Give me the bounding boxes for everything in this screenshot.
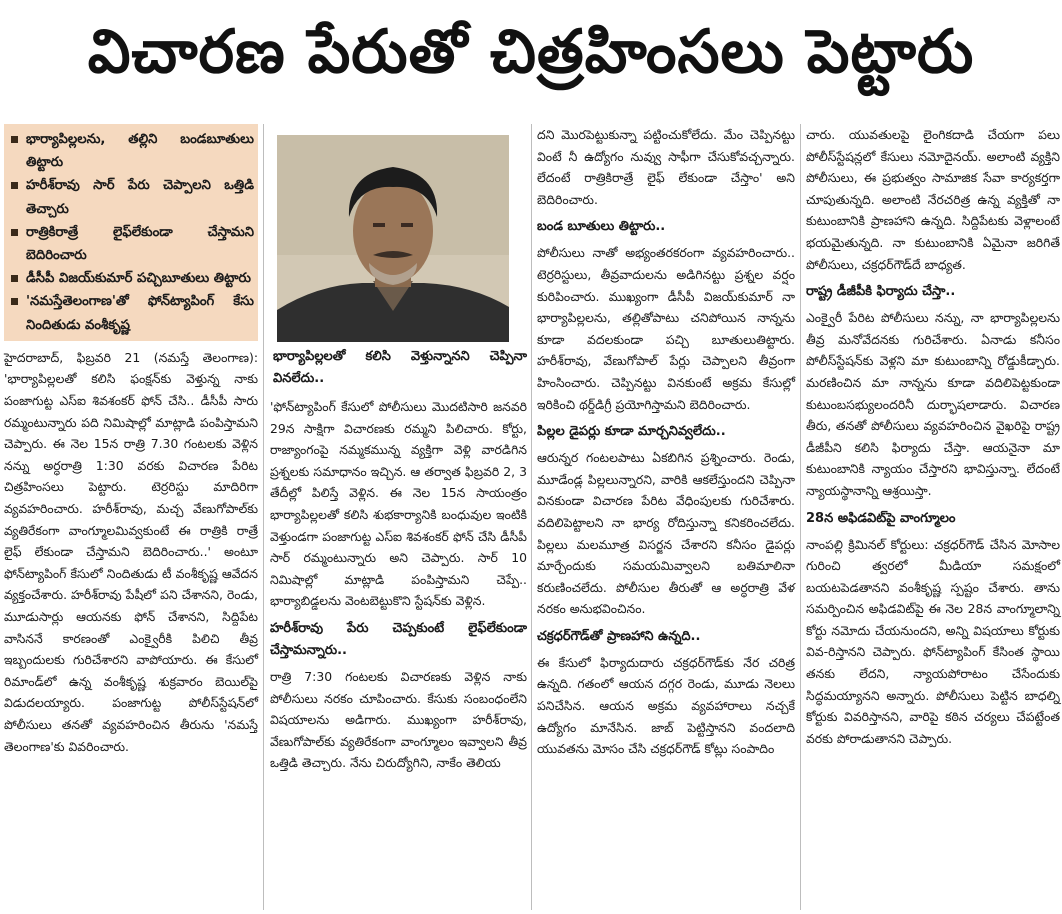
highlight-item: రాత్రికిరాత్రే లైఫ్‌లేకుండా చేస్తామని బెదిరించారు bbox=[8, 221, 254, 267]
article-paragraph: 'ఫోన్‌ట్యాపింగ్ కేసులో పోలీసులు మొదటిసారి జనవరి 29న సాక్షిగా విచారణకు రమ్మని పిలిచారు. కోర్టు, రాజ్యాంగంపై నమ్మకమున్న వ్యక్తిగా వెళ్లి వారడిగిన ప్రశ్నలకు సమాధానం ఇచ్చిన. ఆ తర్వాత ఫిబ్రవరి 2, 3 తేదీల్లో పిలిస్తే వెళ్లిన. ఈ నెల 15న సాయంత్రం భార్యాపిల్లలతో కలిసి శుభకార్యానికి బంధువుల ఇంటికి వెళ్తుండగా పంజాగుట్ట ఎస్‌ఐ శివశంకర్ ఫోన్ చేసి డీసీపీ సార్ రమ్మంటున్నారు అని చెప్పారు. సార్ 10 నిమిషాల్లో మాట్లాడి పంపిస్తామని చెప్పే.. భార్యాబిడ్డలను వెంటబెట్టుకొని స్టేషన్‌కు వెళ్లిన. bbox=[270, 399, 527, 609]
highlight-item: హరీశ్‌రావు సార్ పేరు చెప్పాలని ఒత్తిడి తెచ్చారు bbox=[8, 174, 254, 220]
highlights-box bbox=[4, 124, 258, 341]
section-subhead: బండ బూతులు తిట్టారు.. bbox=[537, 219, 666, 235]
column-4 bbox=[806, 124, 1060, 749]
section-subhead: రాష్ట్ర డీజీపీకి ఫిర్యాదు చేస్తా.. bbox=[806, 284, 956, 300]
photo-caption: భార్యాపిల్లలతో కలిసి వెళ్తున్నానని చెప్పినా వినలేదు.. bbox=[273, 349, 527, 386]
section-subhead: హరీశ్‌రావు పేరు చెప్పకుంటే లైఫ్‌లేకుండా చేస్తామన్నారు.. bbox=[270, 620, 527, 658]
article-paragraph: ఈ కేసులో ఫిర్యాదుదారు చక్రధర్‌గౌడ్‌కు నేర చరిత్ర ఉన్నది. గతంలో ఆయన దగ్గర రెండు, మూడు నెలలు పనిచేసిన. ఆయన అక్రమ వ్యవహారాలు నచ్చకే ఉద్యోగం మానేసిన. జాబ్ పెట్టిస్తానని వందలాది యువతను మోసం చేసి చక్రధర్‌గౌడ్ కోట్లు సంపాదిం bbox=[537, 654, 795, 757]
article-paragraph: హైదరాబాద్, ఫిబ్రవరి 21 (నమస్తే తెలంగాణ): 'భార్యాపిల్లలతో కలిసి ఫంక్షన్‌కు వెళ్తున్న నాకు పంజాగుట్ట ఎస్‌ఐ శివశంకర్ ఫోన్ చేసి.. డీసీపీ సారు రమ్మంటున్నారు పది నిమిషాల్లో మాట్లాడి పంపిస్తామని చెప్పారు. ఈ నెల 15న రాత్రి 7.30 గంటలకు వెళ్లిన నన్ను అర్ధరాత్రి 1:30 వరకు విచారణ పేరిట చిత్రహింసలు పెట్టారు. టెర్రరిస్టు మాదిరిగా వ్యవహరించారు. హరీశ్‌రావు, మచ్చ వేణుగోపాల్‌కు వ్యతిరేకంగా వాంగ్మూలమివ్వకుంటే ఈ రాత్రికి రాత్రే లైఫ్ లేకుండా చేస్తామని బెదిరించారు..' అంటూ ఫోన్‌ట్యాపింగ్ కేసులో నిందితుడు టీ వంశీకృష్ణ ఆవేదన వ్యక్తంచేశారు. హరీశ్‌రావు పేషీలో పని చేశానని, రెండు, మూడుసార్లు ఆయనకు ఫోన్ చేశానని, సిద్దిపేట వాసిననే కారణంతో ఎంక్వైరీకి పిలిచి తీవ్ర ఇబ్బందులకు గురిచేశారని వాపోయారు. ఈ కేసులో రిమాండ్‌లో ఉన్న వంశీకృష్ణ శుక్రవారం బెయిల్‌పై విడుదలయ్యారు. పంజాగుట్ట పోలీస్‌స్టేషన్‌లో పోలీసులు తనతో వ్యవహరించిన తీరును 'నమస్తే తెలంగాణ'కు వివరించారు. bbox=[4, 349, 258, 754]
headline: విచారణ పేరుతో చిత్రహింసలు పెట్టారు bbox=[87, 17, 975, 87]
column-1 bbox=[4, 124, 258, 757]
article-paragraph: నాంపల్లి క్రిమినల్ కోర్టులు: చక్రధర్‌గౌడ్ చేసిన మోసాల గురించి త్వరలో మీడియా సమక్షంలో బయటపెడతానని వంశీకృష్ణ స్పష్టం చేశారు. తాను సమర్పించిన అఫిడవిట్‌పై ఈ నెల 28న వాంగ్మూలాన్ని కోర్టు నమోదు చేయనుందని, అన్ని విషయాలు కోర్టుకు వివ-రిస్తానని చెప్పారు. ఫోన్‌ట్యాపింగ్ కేసింత స్థాయి తనకు లేదని, న్యాయపోరాటం చేసేందుకు సిద్ధమయ్యానని అన్నారు. పోలీసులు పెట్టిన బాధల్ని కోర్టుకు వివరిస్తానని, వారిపై కఠిన చర్యలు చేపట్టేంత వరకు పోరాడుతానని చెప్పారు. bbox=[806, 536, 1060, 746]
column-divider bbox=[263, 124, 264, 910]
section-subhead: పిల్లల డైపర్లు కూడా మార్చనివ్వలేదు.. bbox=[537, 424, 726, 440]
section-subhead: చక్రధర్‌గౌడ్‌తో ప్రాణహాని ఉన్నది.. bbox=[537, 628, 701, 644]
column-divider bbox=[800, 124, 801, 910]
portrait-photo bbox=[277, 135, 509, 342]
highlight-item: 'నమస్తేతెలంగాణ'తో ఫోన్‌ట్యాపింగ్ కేసు నిందితుడు వంశీకృష్ణ bbox=[8, 290, 254, 336]
photo-block bbox=[270, 124, 527, 342]
article-paragraph: చారు. యువతులపై లైంగికదాడి చేయగా పలు పోలీస్‌స్టేషన్లలో కేసులు నమోదైనయ్. అలాంటి వ్యక్తిని పోలీసులు, ఈ ప్రభుత్వం సామాజిక సేవా కార్యకర్తగా చూపుతున్నది. అలాంటి నేరచరిత్ర ఉన్న వ్యక్తితో నా కుటుంబానికి ప్రాణహాని ఉన్నది. సిద్దిపేటకు వెళ్లాలంటే భయమైతున్నది. నా కుటుంబానికి ఏమైనా జరిగితే పోలీసులు, చక్రధర్‌గౌడ్‌దే బాధ్యత. bbox=[806, 127, 1060, 272]
column-divider bbox=[531, 124, 532, 910]
highlight-item: భార్యాపిల్లలను, తల్లిని బండబూతులు తిట్టారు bbox=[8, 128, 254, 174]
section-subhead: 28న అఫిడవిట్‌పై వాంగ్మూలం bbox=[806, 510, 956, 526]
article-paragraph: ఆరున్నర గంటలపాటు ఏకబిగిన ప్రశ్నించారు. రెండు, మూడేండ్ల పిల్లలున్నారని, వారికి ఆకలేస్తుందని చెప్పినా వినకుండా విచారణ పేరిట వేధింపులకు గురిచేశారు. వదిలిపెట్టాలని నా భార్య రోదిస్తున్నా కనికరించలేదు. పిల్లలు మలమూత్ర విసర్జన చేశారని కనీసం డైపర్లు మార్చేందుకు సమయమివ్వాలని బతిమాలినా కరుణించలేదు. పోలీసుల తీరుతో ఆ అర్ధరాత్రి వేళ నరకం అనుభవించినం. bbox=[537, 450, 795, 617]
article-paragraph: దని మొరపెట్టుకున్నా పట్టించుకోలేదు. మేం చెప్పినట్టు వింటే నీ ఉద్యోగం నువ్వు సాఫీగా చేసుకోవచ్చన్నారు. లేదంటే రాత్రికిరాత్రే లైఫ్ లేకుండా చేస్తాం' అని బెదిరించారు. bbox=[537, 127, 795, 207]
article-paragraph: ఎంక్వైరీ పేరిట పోలీసులు నన్ను, నా భార్యాపిల్లలను తీవ్ర మనోవేదనకు గురిచేశారు. ఏనాడు కనీసం పోలీస్‌స్టేషన్‌కు వెళ్లని మా కుటుంబాన్ని రోడ్డుకీడ్చారు. మరణించిన మా నాన్నను కూడా వదిలిపెట్టకుండా కుటుంబసభ్యులందరినీ దుర్భాషలాడారు. విచారణ తీరు, తనతో పోలీసులు వ్యవహరించిన వైఖరిపై రాష్ట్ర డీజీపీని కలిసి ఫిర్యాదు చేస్తా. ఆయనైనా మా కుటుంబానికి న్యాయం చేస్తారని భావిస్తున్నా. లేదంటే న్యాయస్థానాన్ని ఆశ్రయిస్తా. bbox=[806, 310, 1060, 498]
column-2 bbox=[270, 124, 527, 774]
article-paragraph: రాత్రి 7:30 గంటలకు విచారణకు వెళ్లిన నాకు పోలీసులు నరకం చూపించారు. కేసుకు సంబంధంలేని విషయాలను అడిగారు. ముఖ్యంగా హరీశ్‌రావు, వేణుగోపాల్‌కు వ్యతిరేకంగా వాంగ్మూలం ఇవ్వాలని తీవ్ర ఒత్తిడి తెచ్చారు. నేను చిరుద్యోగిని, నాకేం తెలియ bbox=[270, 668, 527, 771]
column-3 bbox=[537, 124, 795, 760]
highlight-item: డీసీపీ విజయ్‌కుమార్ పచ్చిబూతులు తిట్టారు bbox=[8, 267, 254, 290]
article-paragraph: పోలీసులు నాతో అభ్యంతరకరంగా వ్యవహరించారు.. టెర్రరిస్టులు, తీవ్రవాదులను అడిగినట్టు ప్రశ్నల వర్షం కురిపించారు. ముఖ్యంగా డీసీపీ విజయ్‌కుమార్ నా భార్యాపిల్లలను, తల్లితోపాటు చనిపోయిన నాన్నను కూడా వదలకుండా పచ్చి బూతులుతిట్టారు. హరీశ్‌రావు, వేణుగోపాల్ పేర్లు చెప్పాలని తీవ్రంగా హింసించారు. చెప్పినట్టు వినకుంటే అక్రమ కేసుల్లో ఇరికించి థర్డ్‌డిగ్రీ ప్రయోగిస్తామని బెదిరించారు. bbox=[537, 245, 795, 412]
